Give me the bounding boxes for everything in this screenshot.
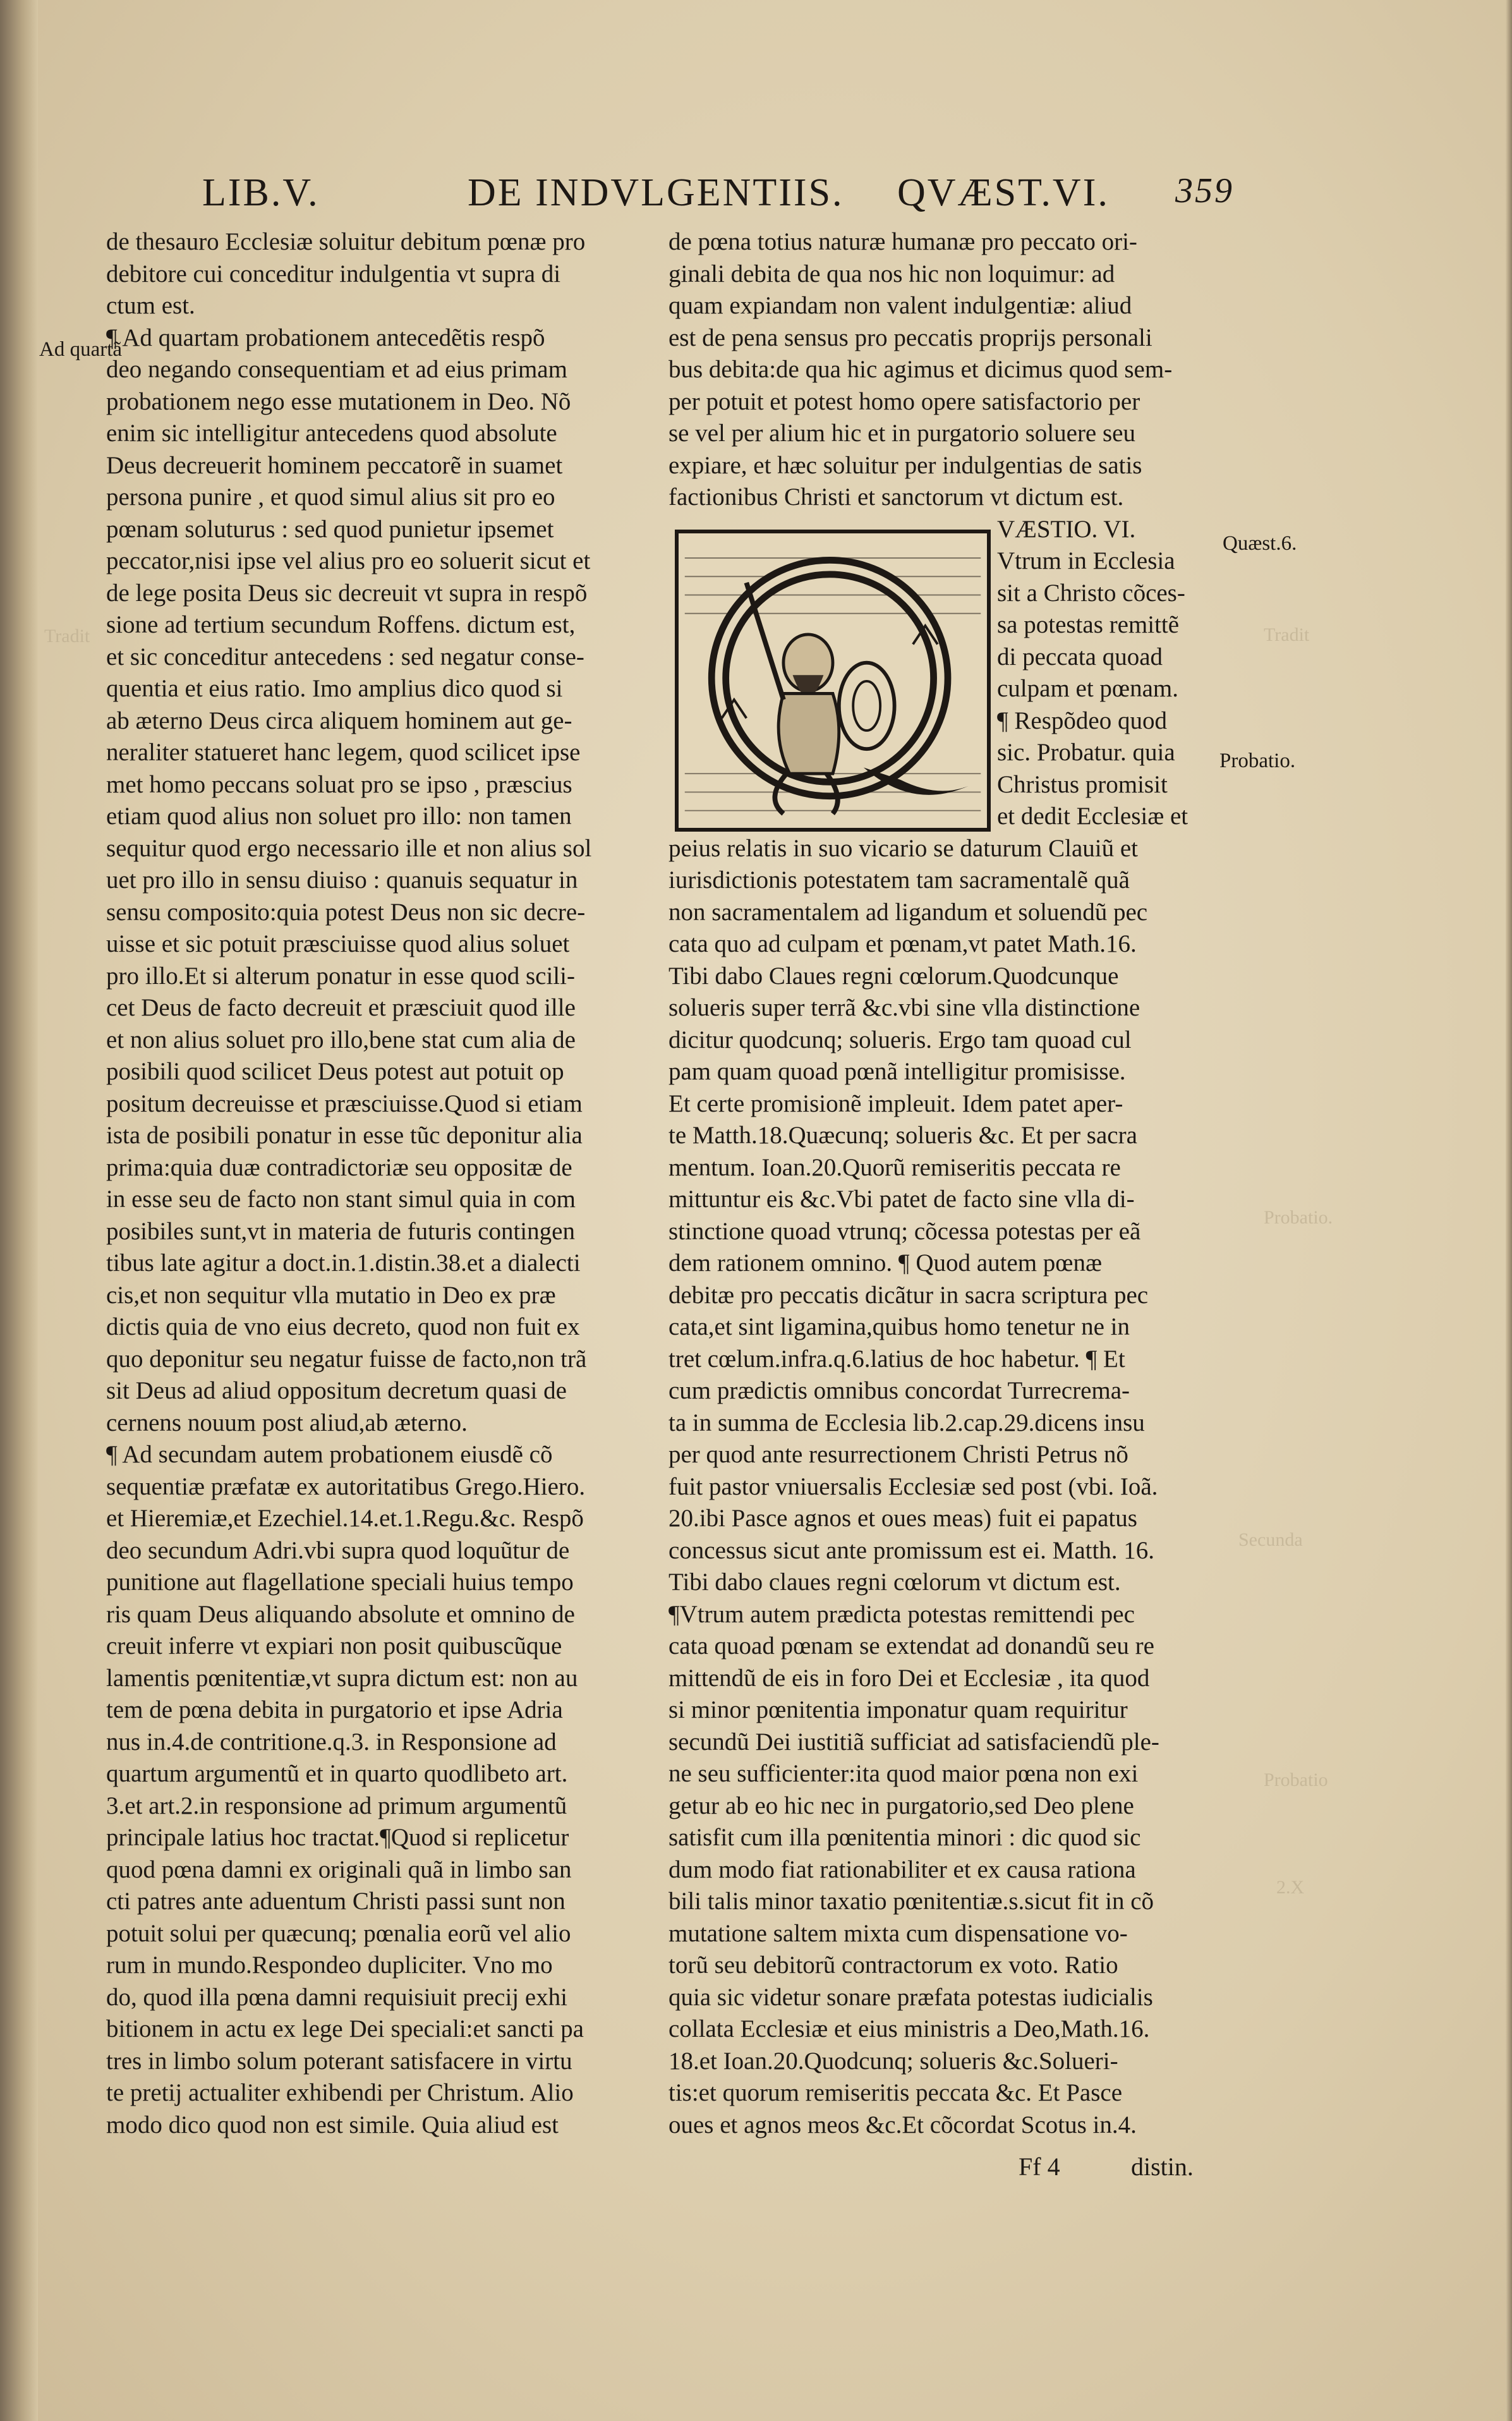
text-line: bitionem in actu ex lege Dei speciali:et sancti pa xyxy=(106,2015,584,2042)
text-line: cata quoad pœnam se extendat ad donandũ seu re xyxy=(668,1632,1154,1660)
text-line: et non alius soluet pro illo,bene stat cum alia de xyxy=(106,1026,576,1053)
show-through-note: 2.X xyxy=(1276,1877,1305,1898)
text-line: ista de posibili ponatur in esse tũc deponitur alia xyxy=(106,1122,583,1149)
text-line: cti patres ante aduentum Christi passi sunt non xyxy=(106,1888,565,1915)
text-line: dictis quia de vno eius decreto, quod non fuit ex xyxy=(106,1313,580,1340)
text-line: sione ad tertium secundum Roffens. dictum est, xyxy=(106,611,576,638)
text-line: Christus promisit xyxy=(997,770,1168,798)
text-line: iurisdictionis potestatem tam sacramentalẽ quã xyxy=(668,866,1130,894)
header-title: DE INDVLGENTIIS. xyxy=(468,171,844,214)
text-line: rum in mundo.Respondeo dupliciter. Vno mo xyxy=(106,1951,553,1979)
margin-note-probatio: Probatio. xyxy=(1219,749,1296,772)
text-line: peccator,nisi ipse vel alius pro eo soluerit sicut et xyxy=(106,547,591,574)
show-through-note: Probatio. xyxy=(1264,1207,1333,1228)
text-line: bus debita:de qua hic agimus et dicimus quod sem- xyxy=(668,356,1173,383)
text-line: dicitur quodcunq; solueris. Ergo tam quoad cul xyxy=(668,1026,1132,1053)
text-line: pœnam soluturus : sed quod punietur ipsemet xyxy=(106,515,554,543)
text-line: 18.et Ioan.20.Quodcunq; solueris &c.Solueri- xyxy=(668,2047,1118,2075)
text-line: ta in summa de Ecclesia lib.2.cap.29.dicens insu xyxy=(668,1409,1145,1436)
text-line: cet Deus de facto decreuit et præsciuit quod ille xyxy=(106,994,576,1021)
text-line: creuit inferre vt expiari non posit quibuscũque xyxy=(106,1632,562,1660)
running-header xyxy=(202,171,1238,221)
text-line: di peccata quoad xyxy=(997,643,1163,670)
text-line: quod pœna damni ex originali quã in limbo san xyxy=(106,1855,572,1883)
text-line: tret cœlum.infra.q.6.latius de hoc habetur. ¶ Et xyxy=(668,1345,1125,1373)
text-line: est de pena sensus pro peccatis proprijs personali xyxy=(668,324,1152,351)
text-line: ginali debita de qua nos hic non loquimur: ad xyxy=(668,260,1115,288)
page-edge xyxy=(1506,0,1512,2421)
text-line: dem rationem omnino. ¶ Quod autem pœnæ xyxy=(668,1249,1102,1277)
text-line: se vel per alium hic et in purgatorio soluere seu xyxy=(668,420,1135,447)
text-line: Et certe promisionẽ impleuit. Idem patet aper- xyxy=(668,1089,1123,1117)
text-line: non sacramentalem ad ligandum et soluendũ pec xyxy=(668,898,1148,926)
text-line: ne seu sufficienter:ita quod maior pœna non exi xyxy=(668,1760,1139,1787)
text-line: getur ab eo hic nec in purgatorio,sed Deo plene xyxy=(668,1792,1134,1819)
text-line: sic. Probatur. quia xyxy=(997,739,1175,766)
text-line: concessus sicut ante promissum est ei. Matth. 16. xyxy=(668,1536,1155,1564)
text-line: sequitur quod ergo necessario ille et non alius sol xyxy=(106,834,592,862)
text-line: oues et agnos meos &c.Et cõcordat Scotus in.4. xyxy=(668,2111,1137,2139)
text-line: et sic conceditur antecedens : sed negatur conse- xyxy=(106,643,584,670)
text-line: per quod ante resurrectionem Christi Petrus nõ xyxy=(668,1441,1128,1468)
text-line: modo dico quod non est simile. Quia aliud est xyxy=(106,2111,559,2139)
text-line: culpam et pœnam. xyxy=(997,675,1178,702)
text-line: cernens nouum post aliud,ab æterno. xyxy=(106,1409,468,1436)
show-through-note: Probatio xyxy=(1264,1769,1328,1790)
text-line: ab æterno Deus circa aliquem hominem aut ge- xyxy=(106,707,572,734)
text-line: principale latius hoc tractat.¶Quod si replicetur xyxy=(106,1824,569,1851)
woodcut-illustration xyxy=(679,533,987,828)
show-through-note: Tradit xyxy=(1264,624,1310,645)
text-line: de pœna totius naturæ humanæ pro peccato ori- xyxy=(668,228,1137,255)
text-line: debitore cui conceditur indulgentia vt supra di xyxy=(106,260,561,288)
text-line: etiam quod alius non soluet pro illo: non tamen xyxy=(106,803,572,830)
text-line: sit Deus ad aliud oppositum decretum quasi de xyxy=(106,1377,567,1404)
binding-gutter xyxy=(0,0,38,2421)
text-line: sit a Christo cõces- xyxy=(997,579,1185,607)
text-line: uet pro illo in sensu diuiso : quanuis sequatur in xyxy=(106,866,578,894)
text-line: tem de pœna debita in purgatorio et ipse Adria xyxy=(106,1696,563,1723)
text-line: cis,et non sequitur vlla mutatio in Deo ex præ xyxy=(106,1281,556,1309)
initial-Q-woodcut-icon xyxy=(675,530,991,832)
text-line: Tibi dabo claues regni cœlorum vt dictum est. xyxy=(668,1568,1121,1596)
text-line: deo secundum Adri.vbi supra quod loquũtur de xyxy=(106,1536,570,1564)
text-line: ¶ Respõdeo quod xyxy=(997,707,1167,734)
text-line: pam quam quoad pœnã intelligitur promisisse. xyxy=(668,1058,1126,1085)
text-line: ¶ Ad quartam probationem antecedẽtis respõ xyxy=(106,324,545,351)
text-line: enim sic intelligitur antecedens quod absolute xyxy=(106,420,557,447)
text-line: per potuit et potest homo opere satisfactorio per xyxy=(668,387,1140,415)
text-line: quo deponitur seu negatur fuisse de facto,non trã xyxy=(106,1345,587,1373)
text-line: cata,et sint ligamina,quibus homo tenetur ne in xyxy=(668,1313,1130,1340)
text-line: positum decreuisse et præsciuisse.Quod si etiam xyxy=(106,1089,583,1117)
text-line: sensu composito:quia potest Deus non sic decre- xyxy=(106,898,586,926)
text-line: 3.et art.2.in responsione ad primum argumentũ xyxy=(106,1792,567,1819)
text-line: te Matth.18.Quæcunq; solueris &c. Et per sacra xyxy=(668,1122,1137,1149)
text-line: factionibus Christi et sanctorum vt dictum est. xyxy=(668,483,1124,511)
text-line: posibili quod scilicet Deus potest aut potuit op xyxy=(106,1058,564,1085)
text-line: neraliter statueret hanc legem, quod scilicet ipse xyxy=(106,739,581,766)
text-line: nus in.4.de contritione.q.3. in Responsione ad xyxy=(106,1728,557,1756)
text-line: persona punire , et quod simul alius sit pro eo xyxy=(106,483,555,511)
page-number: 359 xyxy=(1175,171,1234,210)
header-book: LIB.V. xyxy=(202,171,320,214)
text-line: dum modo fiat rationabiliter et ex causa rationa xyxy=(668,1855,1136,1883)
signature-mark: Ff 4 xyxy=(1019,2152,1060,2181)
margin-note-quaestio: Quæst.6. xyxy=(1223,532,1297,555)
text-line: in esse seu de facto non stant simul quia in com xyxy=(106,1186,576,1213)
text-line: VÆSTIO. VI. xyxy=(997,515,1136,543)
right-text-column xyxy=(668,226,1225,2141)
text-line: stinctione quoad vtrunq; cõcessa potestas per eã xyxy=(668,1217,1141,1245)
text-line: 20.ibi Pasce agnos et oues meas) fuit ei papatus xyxy=(668,1505,1137,1532)
text-line: de thesauro Ecclesiæ soluitur debitum pœnæ pro xyxy=(106,228,586,255)
text-line: ctum est. xyxy=(106,292,195,319)
text-line: secundũ Dei iustitiã sufficiat ad satisfaciendũ ple- xyxy=(668,1728,1159,1756)
text-line: quentia et eius ratio. Imo amplius dico quod si xyxy=(106,675,563,702)
text-line: collata Ecclesiæ et eius ministris a Deo,Math.16. xyxy=(668,2015,1150,2042)
text-line: uisse et sic potuit præsciuisse quod alius soluet xyxy=(106,930,570,957)
text-line: quam expiandam non valent indulgentiæ: aliud xyxy=(668,292,1132,319)
text-line: do, quod illa pœna damni requisiuit precij exhi xyxy=(106,1983,568,2011)
text-line: potuit solui per quæcunq; pœnalia eorũ vel alio xyxy=(106,1919,571,1947)
text-line: posibiles sunt,vt in materia de futuris contingen xyxy=(106,1217,575,1245)
text-line: Deus decreuerit hominem peccatorẽ in suamet xyxy=(106,451,563,479)
text-line: punitione aut flagellatione speciali huius tempo xyxy=(106,1568,574,1596)
text-line: te pretij actualiter exhibendi per Christum. Alio xyxy=(106,2079,574,2106)
text-line: debitæ pro peccatis dicãtur in sacra scriptura pec xyxy=(668,1281,1149,1309)
text-line: ¶Vtrum autem prædicta potestas remittendi pec xyxy=(668,1600,1135,1628)
text-line: prima:quia duæ contradictoriæ seu oppositæ de xyxy=(106,1153,572,1181)
text-line: tibus late agitur a doct.in.1.distin.38.et a dialecti xyxy=(106,1249,581,1277)
text-line: si minor pœnitentia imponatur quam requiritur xyxy=(668,1696,1128,1723)
text-line: satisfit cum illa pœnitentia minori : dic quod sic xyxy=(668,1824,1141,1851)
show-through-note: Secunda xyxy=(1238,1529,1303,1550)
text-line: ris quam Deus aliquando absolute et omnino de xyxy=(106,1600,575,1628)
text-line: fuit pastor vniuersalis Ecclesiæ sed post (vbi. Ioã. xyxy=(668,1472,1158,1500)
text-line: tis:et quorum remiseritis peccata &c. Et Pasce xyxy=(668,2079,1123,2106)
text-line: de lege posita Deus sic decreuit vt supra in respõ xyxy=(106,579,588,607)
text-line: tres in limbo solum poterant satisfacere in virtu xyxy=(106,2047,572,2075)
text-line: mittendũ de eis in foro Dei et Ecclesiæ , ita quod xyxy=(668,1664,1150,1692)
catchword: distin. xyxy=(1131,2152,1194,2181)
header-question: QVÆST.VI. xyxy=(897,171,1110,214)
text-line: torũ seu debitorũ contractorum ex voto. Ratio xyxy=(668,1951,1118,1979)
text-line: et Hieremiæ,et Ezechiel.14.et.1.Regu.&c. Respõ xyxy=(106,1505,584,1532)
text-line: mentum. Ioan.20.Quorũ remiseritis peccata re xyxy=(668,1153,1121,1181)
text-line: et dedit Ecclesiæ et xyxy=(997,803,1188,830)
text-line: solueris super terrã &c.vbi sine vlla distinctione xyxy=(668,994,1140,1021)
text-line: mutatione saltem mixta cum dispensatione vo- xyxy=(668,1919,1128,1947)
text-line: cum prædictis omnibus concordat Turrecrema- xyxy=(668,1377,1130,1404)
text-line: probationem nego esse mutationem in Deo. Nõ xyxy=(106,387,571,415)
text-line: Tibi dabo Claues regni cœlorum.Quodcunque xyxy=(668,962,1119,990)
text-line: deo negando consequentiam et ad eius primam xyxy=(106,356,567,383)
text-line: sa potestas remittẽ xyxy=(997,611,1180,638)
text-line: sequentiæ præfatæ ex autoritatibus Grego.Hiero. xyxy=(106,1472,586,1500)
text-line: peius relatis in suo vicario se daturum Clauiũ et xyxy=(668,834,1138,862)
text-line: ¶ Ad secundam autem probationem eiusdẽ cõ xyxy=(106,1441,553,1468)
text-line: quartum argumentũ et in quarto quodlibeto art. xyxy=(106,1760,568,1787)
text-line: pro illo.Et si alterum ponatur in esse quod scili- xyxy=(106,962,575,990)
text-line: met homo peccans soluat pro se ipso , præscius xyxy=(106,770,572,798)
show-through-note: Tradit xyxy=(44,626,90,646)
text-line: mittuntur eis &c.Vbi patet de facto sine vlla di- xyxy=(668,1186,1135,1213)
text-line: Vtrum in Ecclesia xyxy=(997,547,1175,574)
margin-note-ad-quartam: Ad quartã xyxy=(39,338,123,361)
text-line: quia sic videtur sonare præfata potestas iudicialis xyxy=(668,1983,1153,2011)
text-line: expiare, et hæc soluitur per indulgentias de satis xyxy=(668,451,1142,479)
text-line: lamentis pœnitentiæ,vt supra dictum est: non au xyxy=(106,1664,578,1692)
text-line: bili talis minor taxatio pœnitentiæ.s.sicut fit in cõ xyxy=(668,1888,1154,1915)
text-line: cata quo ad culpam et pœnam,vt patet Math.16. xyxy=(668,930,1137,957)
left-text-column xyxy=(106,226,662,2141)
